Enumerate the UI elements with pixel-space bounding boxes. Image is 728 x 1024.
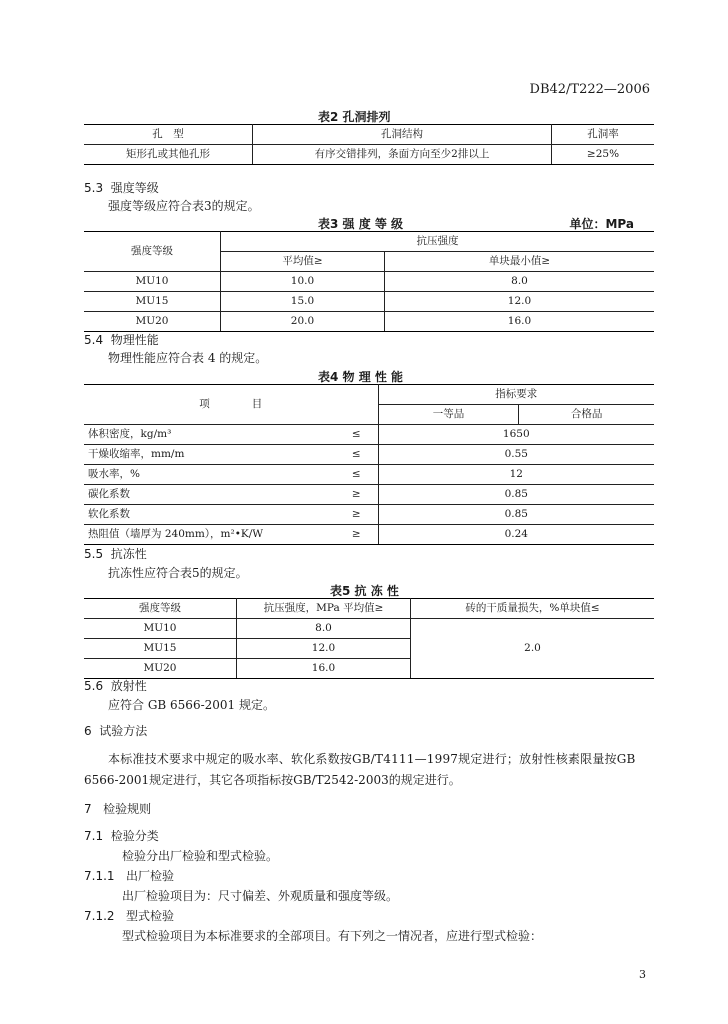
table4-operator: ≤ bbox=[335, 425, 378, 445]
table4-header-qualified: 合格品 bbox=[519, 405, 654, 425]
table4-header-item: 项 目 bbox=[84, 385, 378, 425]
table2-cell: 矩形孔或其他孔形 bbox=[84, 145, 253, 165]
section-title: 型式检验 bbox=[126, 909, 175, 923]
section-number: 5.3 bbox=[84, 181, 104, 195]
table5-header-strength: 抗压强度，MPa 平均值≥ bbox=[237, 599, 411, 619]
table5-header-grade: 强度等级 bbox=[84, 599, 237, 619]
table4-value: 1650 bbox=[378, 425, 654, 445]
table3-cell: 8.0 bbox=[385, 272, 655, 292]
table4-item: 软化系数 bbox=[84, 505, 335, 525]
table5-merged-loss-value: 2.0 bbox=[411, 619, 655, 679]
standard-code: DB42/T222—2006 bbox=[529, 82, 650, 97]
table2-caption: 表2 孔洞排列 bbox=[318, 110, 391, 124]
page-number: 3 bbox=[639, 968, 646, 981]
section-7-heading bbox=[84, 800, 151, 817]
section-number: 5.4 bbox=[84, 333, 104, 347]
section-number: 7.1.1 bbox=[84, 869, 115, 883]
table4-value: 0.85 bbox=[378, 505, 654, 525]
table4-operator: ≤ bbox=[335, 465, 378, 485]
table4-item: 碳化系数 bbox=[84, 485, 335, 505]
section-number: 5.6 bbox=[84, 679, 104, 693]
section-6-heading bbox=[84, 722, 147, 739]
table2-header-structure: 孔洞结构 bbox=[253, 125, 552, 145]
table3-cell: 20.0 bbox=[221, 312, 385, 332]
table2-header-ratio: 孔洞率 bbox=[552, 125, 655, 145]
section-number: 7 bbox=[84, 802, 92, 816]
table3 bbox=[84, 231, 654, 332]
section-5-3-text: 强度等级应符合表3的规定。 bbox=[108, 199, 260, 213]
section-5-4-heading bbox=[84, 331, 159, 348]
table2-header-hole-type: 孔 型 bbox=[84, 125, 253, 145]
table4-operator: ≤ bbox=[335, 445, 378, 465]
section-title: 试验方法 bbox=[99, 724, 148, 738]
section-7-1-1-text: 出厂检验项目为：尺寸偏差、外观质量和强度等级。 bbox=[122, 889, 399, 903]
section-7-1-2-text: 型式检验项目为本标准要求的全部项目。有下列之一情况者，应进行型式检验： bbox=[122, 929, 543, 943]
section-6-line1: 本标准技术要求中规定的吸水率、软化系数按GB/T4111—1997规定进行；放射性核素限量按GB bbox=[108, 752, 636, 766]
table4-item: 体积密度，kg/m³ bbox=[84, 425, 335, 445]
section-number: 6 bbox=[84, 724, 92, 738]
table4-operator: ≥ bbox=[335, 485, 378, 505]
section-title: 出厂检验 bbox=[126, 869, 175, 883]
section-title: 检验分类 bbox=[110, 829, 159, 843]
section-5-6-text: 应符合 GB 6566-2001 规定。 bbox=[108, 698, 275, 712]
table4-value: 0.85 bbox=[378, 485, 654, 505]
table2 bbox=[84, 124, 654, 165]
table4-value: 12 bbox=[378, 465, 654, 485]
section-title: 检验规则 bbox=[103, 802, 152, 816]
table5-header-loss: 砖的干质量损失，%单块值≤ bbox=[411, 599, 655, 619]
table5-cell: MU15 bbox=[84, 639, 237, 659]
table4-header-group: 指标要求 bbox=[378, 385, 654, 405]
section-number: 7.1 bbox=[84, 829, 104, 843]
section-6-line2: 6566-2001规定进行，其它各项指标按GB/T2542-2003的规定进行。 bbox=[84, 773, 461, 787]
section-title: 放射性 bbox=[110, 679, 147, 693]
table3-header-avg: 平均值≥ bbox=[221, 252, 385, 272]
section-title: 强度等级 bbox=[110, 181, 159, 195]
section-number: 5.5 bbox=[84, 547, 104, 561]
table5 bbox=[84, 598, 654, 679]
table2-cell: ≥25% bbox=[552, 145, 655, 165]
table2-cell: 有序交错排列，条面方向至少2排以上 bbox=[253, 145, 552, 165]
table4-caption: 表4 物 理 性 能 bbox=[318, 370, 404, 384]
table5-cell: 8.0 bbox=[237, 619, 411, 639]
table3-unit: 单位：MPa bbox=[569, 217, 634, 231]
section-7-1-1-heading bbox=[84, 867, 174, 884]
table4-operator: ≥ bbox=[335, 525, 378, 545]
section-number: 7.1.2 bbox=[84, 909, 115, 923]
section-7-1-text: 检验分出厂检验和型式检验。 bbox=[122, 849, 279, 863]
table3-cell: 10.0 bbox=[221, 272, 385, 292]
table3-caption: 表3 强 度 等 级 bbox=[318, 217, 404, 231]
table4-value: 0.24 bbox=[378, 525, 654, 545]
table4-header-first-grade: 一等品 bbox=[378, 405, 519, 425]
table5-cell: 16.0 bbox=[237, 659, 411, 679]
section-7-1-heading bbox=[84, 827, 159, 844]
table3-header-group: 抗压强度 bbox=[221, 232, 655, 252]
table3-header-min: 单块最小值≥ bbox=[385, 252, 655, 272]
table4-item: 热阻值（墙厚为 240mm），m²•K/W bbox=[84, 525, 335, 545]
section-5-5-heading bbox=[84, 545, 147, 562]
section-7-1-2-heading bbox=[84, 907, 174, 924]
table5-caption: 表5 抗 冻 性 bbox=[330, 584, 399, 598]
table5-cell: MU10 bbox=[84, 619, 237, 639]
table3-cell: MU10 bbox=[84, 272, 221, 292]
table3-header-grade: 强度等级 bbox=[84, 232, 221, 272]
table3-cell: 12.0 bbox=[385, 292, 655, 312]
section-5-6-heading bbox=[84, 677, 147, 694]
table3-cell: MU15 bbox=[84, 292, 221, 312]
section-5-5-text: 抗冻性应符合表5的规定。 bbox=[108, 566, 248, 580]
table4 bbox=[84, 384, 654, 545]
table4-operator: ≥ bbox=[335, 505, 378, 525]
table4-item: 吸水率，% bbox=[84, 465, 335, 485]
table4-value: 0.55 bbox=[378, 445, 654, 465]
table3-cell: MU20 bbox=[84, 312, 221, 332]
table5-cell: 12.0 bbox=[237, 639, 411, 659]
section-5-3-heading bbox=[84, 179, 159, 196]
section-title: 抗冻性 bbox=[110, 547, 147, 561]
section-title: 物理性能 bbox=[110, 333, 159, 347]
table5-cell: MU20 bbox=[84, 659, 237, 679]
table3-cell: 16.0 bbox=[385, 312, 655, 332]
section-5-4-text: 物理性能应符合表 4 的规定。 bbox=[108, 351, 268, 365]
table3-cell: 15.0 bbox=[221, 292, 385, 312]
table4-item: 干燥收缩率，mm/m bbox=[84, 445, 335, 465]
